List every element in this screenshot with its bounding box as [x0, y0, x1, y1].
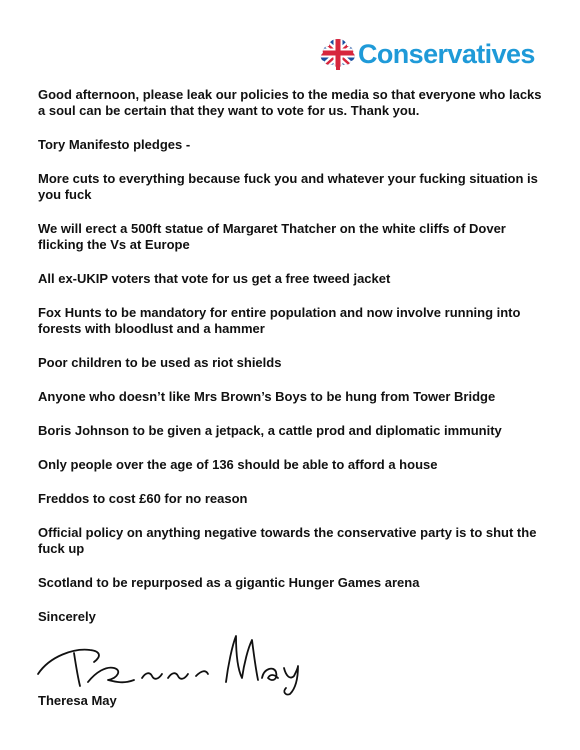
pledge-item: Scotland to be repurposed as a gigantic Hunger Games arena: [38, 575, 420, 590]
signer-name: Theresa May: [38, 693, 117, 708]
pledge-item: Anyone who doesn’t like Mrs Brown’s Boys to be hung from Tower Bridge: [38, 389, 496, 404]
pledges-heading: Tory Manifesto pledges -: [38, 137, 191, 152]
logo-wordmark: Conservatives: [358, 39, 535, 69]
pledge-item: Poor children to be used as riot shields: [38, 355, 282, 370]
pledge-item: Fox Hunts to be mandatory for entire population and now involve running into forests with bloodlust and a hammer: [38, 305, 521, 336]
conservatives-logo: [318, 34, 550, 74]
handwritten-signature: [30, 626, 320, 696]
pledge-item: Boris Johnson to be given a jetpack, a cattle prod and diplomatic immunity: [38, 423, 502, 438]
greeting-paragraph: Good afternoon, please leak our policies to the media so that everyone who lacks a soul can be certain that they want to vote for us. Thank you.: [38, 87, 542, 118]
pledge-item: We will erect a 500ft statue of Margaret Thatcher on the white cliffs of Dover flicking the Vs at Europe: [38, 221, 506, 252]
pledge-item: Official policy on anything negative towards the conservative party is to shut the fuck up: [38, 525, 537, 556]
pledge-item: More cuts to everything because fuck you and whatever your fucking situation is you fuck: [38, 171, 538, 202]
closing-line: Sincerely: [38, 609, 96, 624]
pledge-item: All ex-UKIP voters that vote for us get a free tweed jacket: [38, 271, 391, 286]
pledge-item: Freddos to cost £60 for no reason: [38, 491, 248, 506]
letter-body: [38, 87, 543, 643]
pledge-item: Only people over the age of 136 should be able to afford a house: [38, 457, 438, 472]
union-jack-tree-icon: [318, 36, 358, 72]
